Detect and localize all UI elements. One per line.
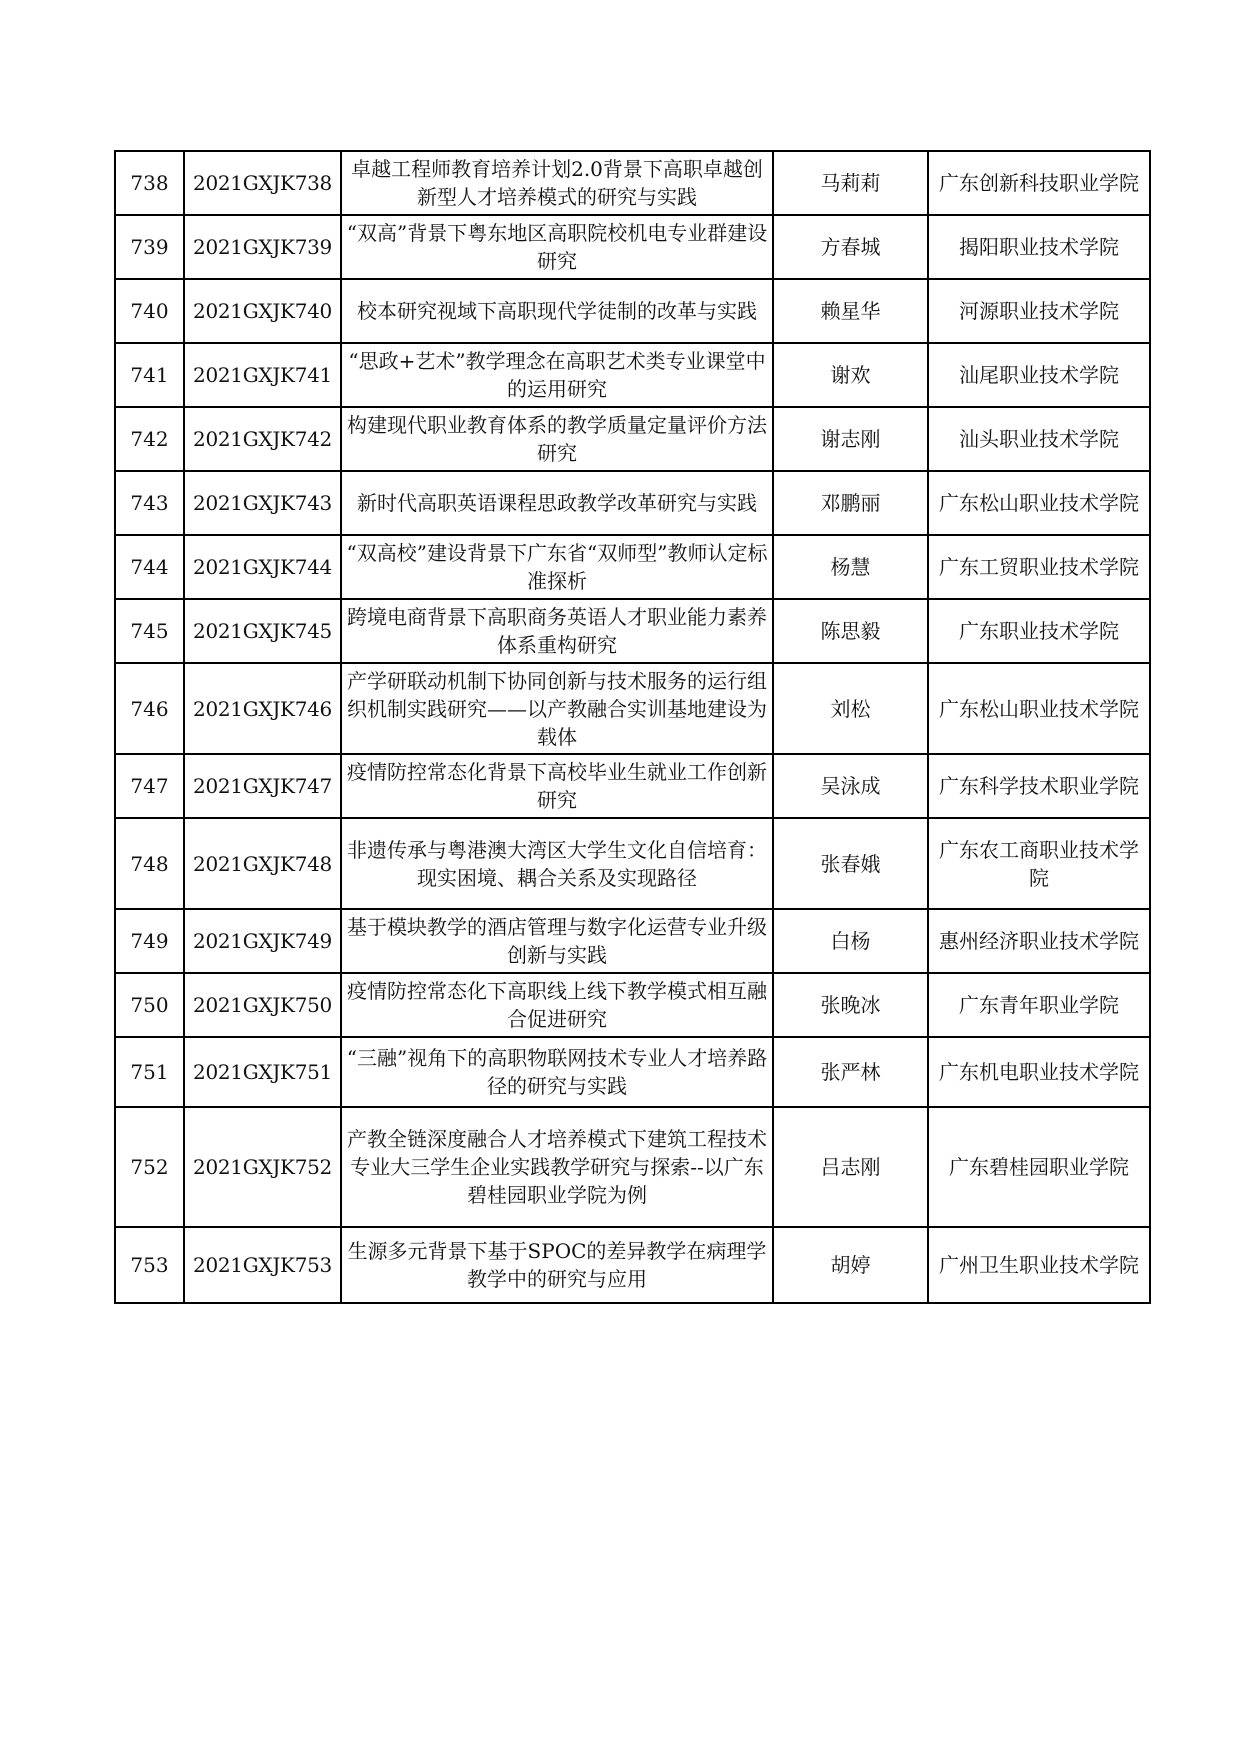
project-title: 疫情防控常态化下高职线上线下教学模式相互融合促进研究 bbox=[341, 973, 773, 1037]
project-title: 产学研联动机制下协同创新与技术服务的运行组织机制实践研究——以产教融合实训基地建设为载体 bbox=[341, 663, 773, 754]
table-row bbox=[115, 535, 1150, 599]
project-leader: 白杨 bbox=[773, 909, 928, 973]
institution: 广东职业技术学院 bbox=[928, 599, 1150, 663]
project-leader: 胡婷 bbox=[773, 1227, 928, 1303]
table-row bbox=[115, 818, 1150, 909]
table-row bbox=[115, 663, 1150, 754]
project-code: 2021GXJK748 bbox=[184, 818, 341, 909]
row-number: 743 bbox=[115, 471, 184, 535]
row-number: 753 bbox=[115, 1227, 184, 1303]
table-row bbox=[115, 909, 1150, 973]
project-title: 卓越工程师教育培养计划2.0背景下高职卓越创新型人才培养模式的研究与实践 bbox=[341, 151, 773, 215]
project-leader: 马莉莉 bbox=[773, 151, 928, 215]
project-leader: 邓鹏丽 bbox=[773, 471, 928, 535]
project-code: 2021GXJK747 bbox=[184, 754, 341, 818]
project-leader: 陈思毅 bbox=[773, 599, 928, 663]
project-title: “双高”背景下粤东地区高职院校机电专业群建设研究 bbox=[341, 215, 773, 279]
table-row bbox=[115, 343, 1150, 407]
project-code: 2021GXJK742 bbox=[184, 407, 341, 471]
project-leader: 谢志刚 bbox=[773, 407, 928, 471]
row-number: 738 bbox=[115, 151, 184, 215]
project-code: 2021GXJK738 bbox=[184, 151, 341, 215]
row-number: 741 bbox=[115, 343, 184, 407]
project-leader: 刘松 bbox=[773, 663, 928, 754]
institution: 河源职业技术学院 bbox=[928, 279, 1150, 343]
project-code: 2021GXJK750 bbox=[184, 973, 341, 1037]
project-leader: 谢欢 bbox=[773, 343, 928, 407]
project-list-sheet bbox=[114, 150, 1139, 1304]
institution: 广东松山职业技术学院 bbox=[928, 663, 1150, 754]
project-title: “三融”视角下的高职物联网技术专业人才培养路径的研究与实践 bbox=[341, 1037, 773, 1107]
institution: 惠州经济职业技术学院 bbox=[928, 909, 1150, 973]
project-code: 2021GXJK740 bbox=[184, 279, 341, 343]
project-title: 构建现代职业教育体系的教学质量定量评价方法研究 bbox=[341, 407, 773, 471]
row-number: 751 bbox=[115, 1037, 184, 1107]
row-number: 752 bbox=[115, 1107, 184, 1227]
institution: 汕头职业技术学院 bbox=[928, 407, 1150, 471]
project-title: 基于模块教学的酒店管理与数字化运营专业升级创新与实践 bbox=[341, 909, 773, 973]
table-row bbox=[115, 1227, 1150, 1303]
table-row bbox=[115, 754, 1150, 818]
row-number: 745 bbox=[115, 599, 184, 663]
project-title: 疫情防控常态化背景下高校毕业生就业工作创新研究 bbox=[341, 754, 773, 818]
institution: 广东青年职业学院 bbox=[928, 973, 1150, 1037]
institution: 汕尾职业技术学院 bbox=[928, 343, 1150, 407]
row-number: 747 bbox=[115, 754, 184, 818]
project-code: 2021GXJK751 bbox=[184, 1037, 341, 1107]
row-number: 740 bbox=[115, 279, 184, 343]
row-number: 744 bbox=[115, 535, 184, 599]
row-number: 742 bbox=[115, 407, 184, 471]
project-table bbox=[114, 150, 1151, 1304]
institution: 广东松山职业技术学院 bbox=[928, 471, 1150, 535]
table-row bbox=[115, 599, 1150, 663]
institution: 广东机电职业技术学院 bbox=[928, 1037, 1150, 1107]
project-title: 生源多元背景下基于SPOC的差异教学在病理学教学中的研究与应用 bbox=[341, 1227, 773, 1303]
table-row bbox=[115, 151, 1150, 215]
project-title: “思政+艺术”教学理念在高职艺术类专业课堂中的运用研究 bbox=[341, 343, 773, 407]
table-row bbox=[115, 279, 1150, 343]
project-leader: 吴泳成 bbox=[773, 754, 928, 818]
project-code: 2021GXJK741 bbox=[184, 343, 341, 407]
table-row bbox=[115, 973, 1150, 1037]
table-row bbox=[115, 1037, 1150, 1107]
project-code: 2021GXJK752 bbox=[184, 1107, 341, 1227]
row-number: 739 bbox=[115, 215, 184, 279]
project-leader: 赖星华 bbox=[773, 279, 928, 343]
table-row bbox=[115, 471, 1150, 535]
project-code: 2021GXJK753 bbox=[184, 1227, 341, 1303]
institution: 广州卫生职业技术学院 bbox=[928, 1227, 1150, 1303]
project-leader: 方春城 bbox=[773, 215, 928, 279]
project-leader: 张春娥 bbox=[773, 818, 928, 909]
project-leader: 张晚冰 bbox=[773, 973, 928, 1037]
institution: 广东农工商职业技术学院 bbox=[928, 818, 1150, 909]
project-code: 2021GXJK744 bbox=[184, 535, 341, 599]
project-code: 2021GXJK745 bbox=[184, 599, 341, 663]
project-code: 2021GXJK739 bbox=[184, 215, 341, 279]
project-code: 2021GXJK746 bbox=[184, 663, 341, 754]
project-title: “双高校”建设背景下广东省“双师型”教师认定标准探析 bbox=[341, 535, 773, 599]
table-row bbox=[115, 1107, 1150, 1227]
institution: 广东创新科技职业学院 bbox=[928, 151, 1150, 215]
project-leader: 杨慧 bbox=[773, 535, 928, 599]
project-title: 产教全链深度融合人才培养模式下建筑工程技术专业大三学生企业实践教学研究与探索--以广东碧桂园职业学院为例 bbox=[341, 1107, 773, 1227]
project-title: 跨境电商背景下高职商务英语人才职业能力素养体系重构研究 bbox=[341, 599, 773, 663]
row-number: 749 bbox=[115, 909, 184, 973]
project-leader: 吕志刚 bbox=[773, 1107, 928, 1227]
project-title: 新时代高职英语课程思政教学改革研究与实践 bbox=[341, 471, 773, 535]
institution: 揭阳职业技术学院 bbox=[928, 215, 1150, 279]
table-row bbox=[115, 215, 1150, 279]
institution: 广东工贸职业技术学院 bbox=[928, 535, 1150, 599]
project-code: 2021GXJK743 bbox=[184, 471, 341, 535]
table-row bbox=[115, 407, 1150, 471]
project-code: 2021GXJK749 bbox=[184, 909, 341, 973]
project-title: 校本研究视域下高职现代学徒制的改革与实践 bbox=[341, 279, 773, 343]
project-leader: 张严林 bbox=[773, 1037, 928, 1107]
institution: 广东科学技术职业学院 bbox=[928, 754, 1150, 818]
row-number: 746 bbox=[115, 663, 184, 754]
row-number: 748 bbox=[115, 818, 184, 909]
institution: 广东碧桂园职业学院 bbox=[928, 1107, 1150, 1227]
project-title: 非遗传承与粤港澳大湾区大学生文化自信培育：现实困境、耦合关系及实现路径 bbox=[341, 818, 773, 909]
row-number: 750 bbox=[115, 973, 184, 1037]
